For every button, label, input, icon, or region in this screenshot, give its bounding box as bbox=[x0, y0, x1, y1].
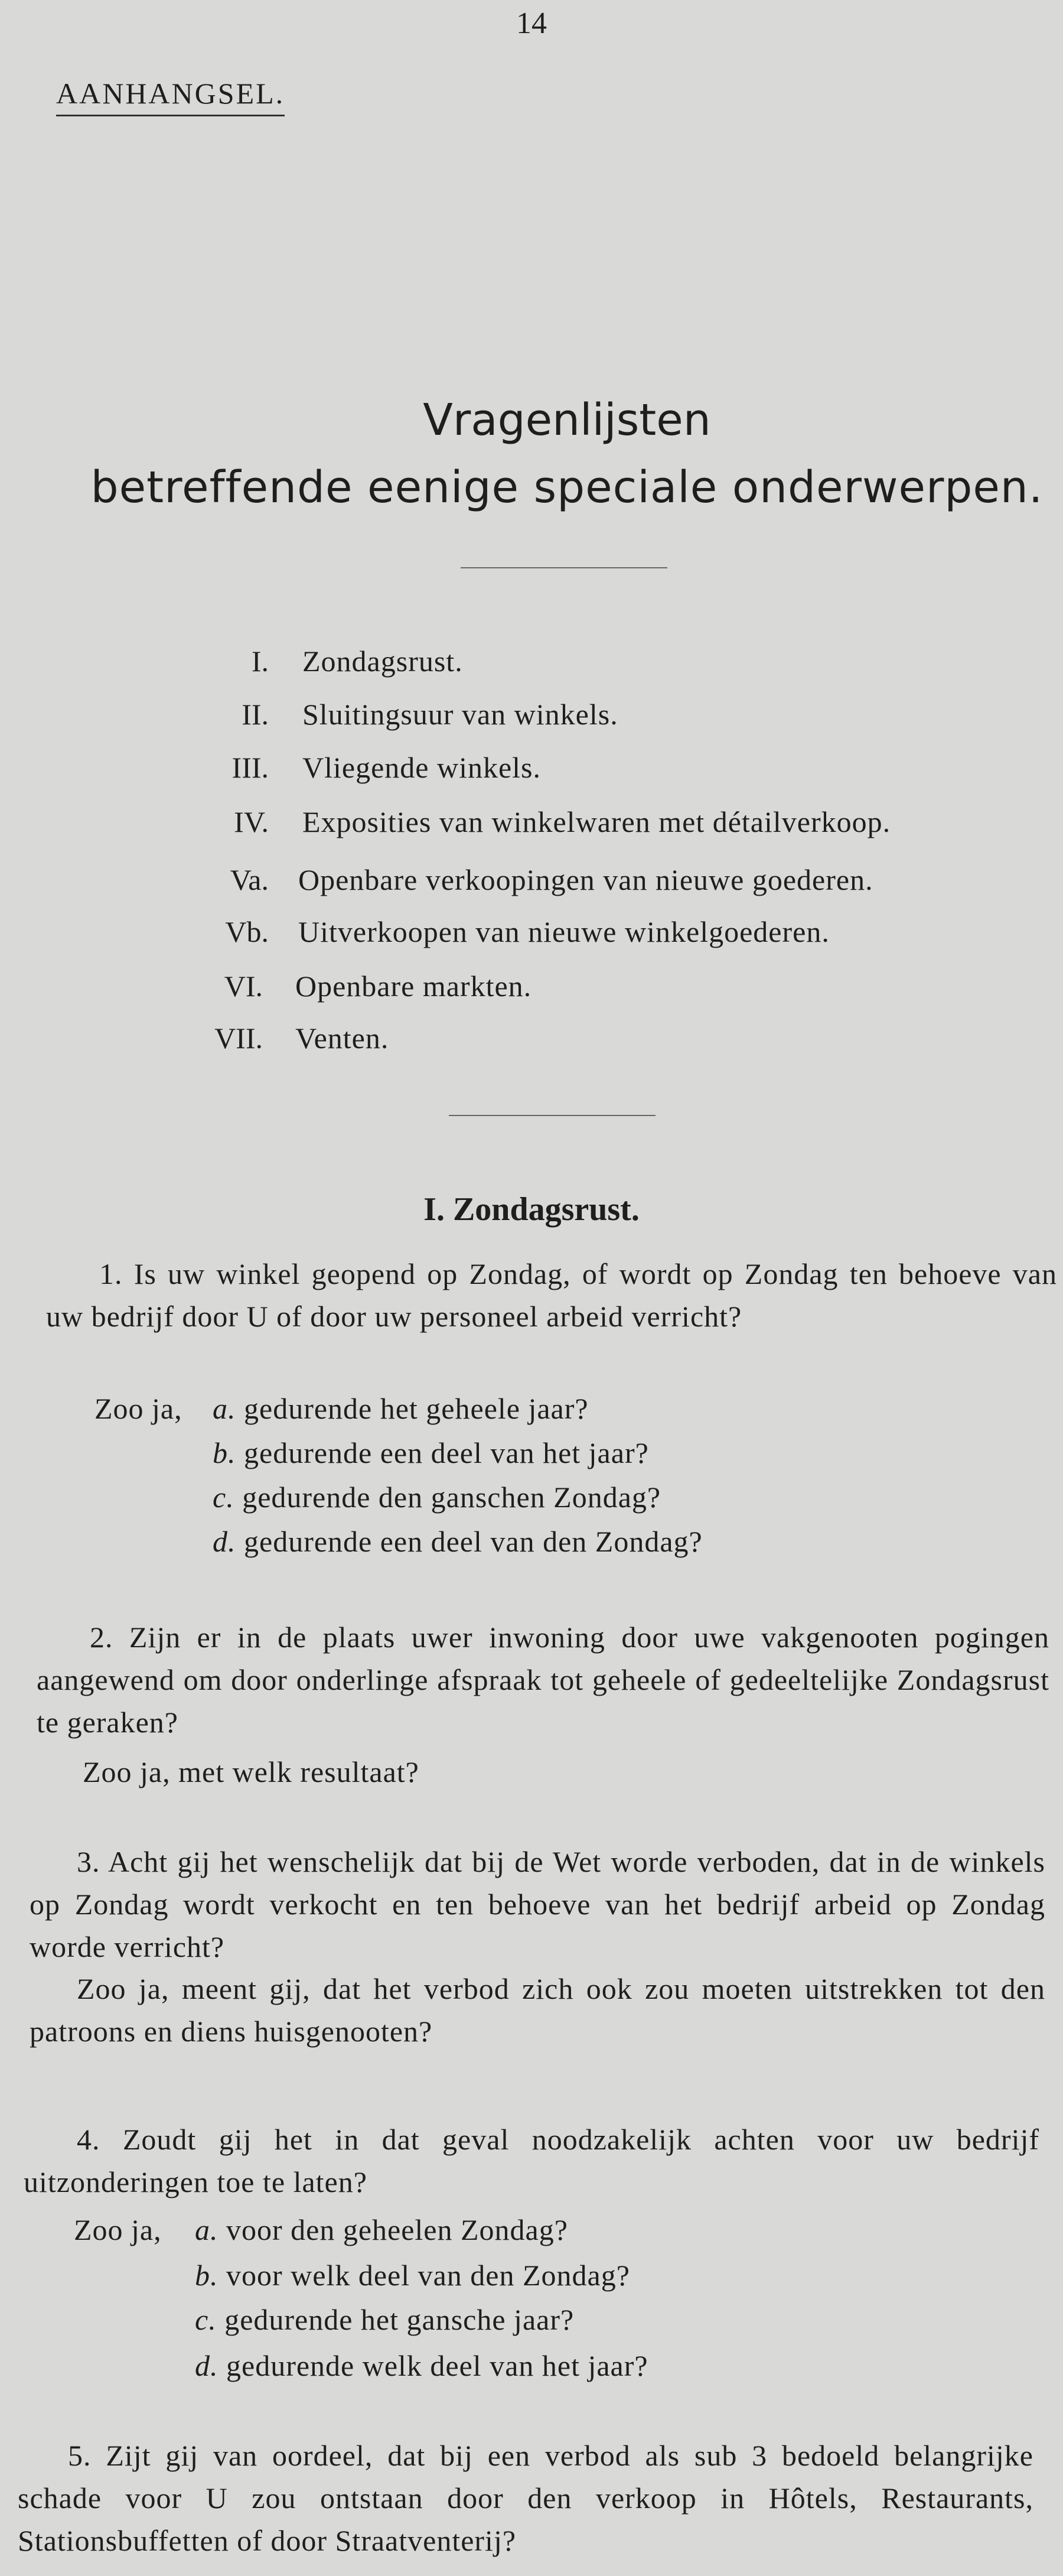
question-4: 4. Zoudt gij het in dat geval noodzakelijk achten voor uw bedrijf uitzonderingen toe te laten? bbox=[24, 2123, 1039, 2198]
sub-letter: d. bbox=[213, 1525, 236, 1558]
sub-letter: c. bbox=[195, 2303, 217, 2336]
toc-item bbox=[0, 863, 1063, 917]
toc-label: Openbare markten. bbox=[295, 970, 532, 1003]
toc-item bbox=[0, 697, 1063, 752]
page-subtitle: betreffende eenige speciale onderwerpen. bbox=[90, 462, 1044, 513]
appendix-label: AANHANGSEL. bbox=[56, 76, 285, 116]
toc-number: I. bbox=[251, 645, 269, 678]
page-title: Vragenlijsten bbox=[423, 395, 711, 445]
sub-item bbox=[195, 2258, 630, 2292]
toc-label: Vliegende winkels. bbox=[302, 751, 542, 784]
toc-item bbox=[0, 1021, 1063, 1075]
sub-letter: d. bbox=[195, 2349, 219, 2382]
sub-letter: a. bbox=[195, 2213, 219, 2246]
sub-item bbox=[213, 1524, 703, 1559]
sub-text: gedurende den ganschen Zondag? bbox=[242, 1481, 661, 1514]
toc-item bbox=[0, 644, 1063, 698]
divider-rule bbox=[461, 567, 667, 568]
toc-number: VII. bbox=[214, 1022, 263, 1055]
sub-item bbox=[195, 2213, 568, 2247]
toc-number: IV. bbox=[234, 805, 269, 838]
sub-item bbox=[213, 1391, 589, 1426]
toc-label: Sluitingsuur van winkels. bbox=[302, 698, 618, 731]
toc-item bbox=[0, 805, 1063, 859]
question-followup: Zoo ja, met welk resultaat? bbox=[83, 1755, 419, 1788]
sub-item bbox=[213, 1436, 649, 1470]
toc-number: Va. bbox=[230, 863, 269, 896]
sub-text: gedurende het geheele jaar? bbox=[244, 1392, 589, 1425]
sub-text: gedurende een deel van het jaar? bbox=[244, 1436, 649, 1469]
answer-lead: Zoo ja, bbox=[74, 2213, 162, 2246]
question-5: 5. Zijt gij van oordeel, dat bij een verbod als sub 3 bedoeld belangrijke schade voor U zou ontstaan door den verkoop in Hôtels, Restaurants, Stationsbuffetten of door Straatventerij? bbox=[18, 2439, 1033, 2557]
sub-letter: a. bbox=[213, 1392, 236, 1425]
sub-letter: b. bbox=[213, 1436, 236, 1469]
question-2: 2. Zijn er in de plaats uwer inwoning door uwe vakgenooten pogingen aangewend om door onderlinge afspraak tot geheele of gedeeltelijke Zondagsrust te geraken? bbox=[37, 1621, 1049, 1739]
sub-letter: b. bbox=[195, 2259, 219, 2292]
toc-label: Uitverkoopen van nieuwe winkelgoederen. bbox=[298, 915, 830, 948]
toc-number: II. bbox=[242, 698, 269, 731]
sub-text: gedurende een deel van den Zondag? bbox=[244, 1525, 703, 1558]
answer-lead: Zoo ja, bbox=[94, 1392, 182, 1425]
toc-number: Vb. bbox=[225, 915, 269, 948]
toc-number: VI. bbox=[224, 970, 263, 1003]
sub-item bbox=[195, 2349, 648, 2383]
sub-text: gedurende welk deel van het jaar? bbox=[226, 2349, 648, 2382]
question-1: 1. Is uw winkel geopend op Zondag, of wordt op Zondag ten behoeve van uw bedrijf door U of door uw personeel arbeid verricht? bbox=[46, 1257, 1057, 1333]
sub-text: voor den geheelen Zondag? bbox=[226, 2213, 568, 2246]
sub-text: voor welk deel van den Zondag? bbox=[226, 2259, 630, 2292]
section-heading: I. Zondagsrust. bbox=[423, 1191, 640, 1228]
toc-label: Exposities van winkelwaren met détailverkoop. bbox=[302, 805, 891, 838]
page-number: 14 bbox=[516, 6, 547, 40]
sub-text: gedurende het gansche jaar? bbox=[224, 2303, 575, 2336]
toc-item bbox=[0, 969, 1063, 1023]
toc-item bbox=[0, 750, 1063, 805]
toc-item bbox=[0, 915, 1063, 969]
toc-number: III. bbox=[231, 751, 269, 784]
sub-item bbox=[213, 1480, 661, 1514]
question-3: 3. Acht gij het wenschelijk dat bij de Wet worde verboden, dat in de winkels op Zondag wordt verkocht en ten behoeve van het bedrijf arbeid op Zondag worde verricht? bbox=[30, 1845, 1045, 1963]
sub-item bbox=[195, 2302, 574, 2337]
toc-label: Venten. bbox=[295, 1022, 389, 1055]
question-followup: Zoo ja, meent gij, dat het verbod zich ook zou moeten uitstrekken tot den patroons en diens huisgenooten? bbox=[30, 1972, 1045, 2048]
divider-rule bbox=[449, 1115, 656, 1116]
sub-letter: c. bbox=[213, 1481, 234, 1514]
toc-label: Openbare verkoopingen van nieuwe goederen. bbox=[298, 863, 873, 896]
toc-label: Zondagsrust. bbox=[302, 645, 463, 678]
